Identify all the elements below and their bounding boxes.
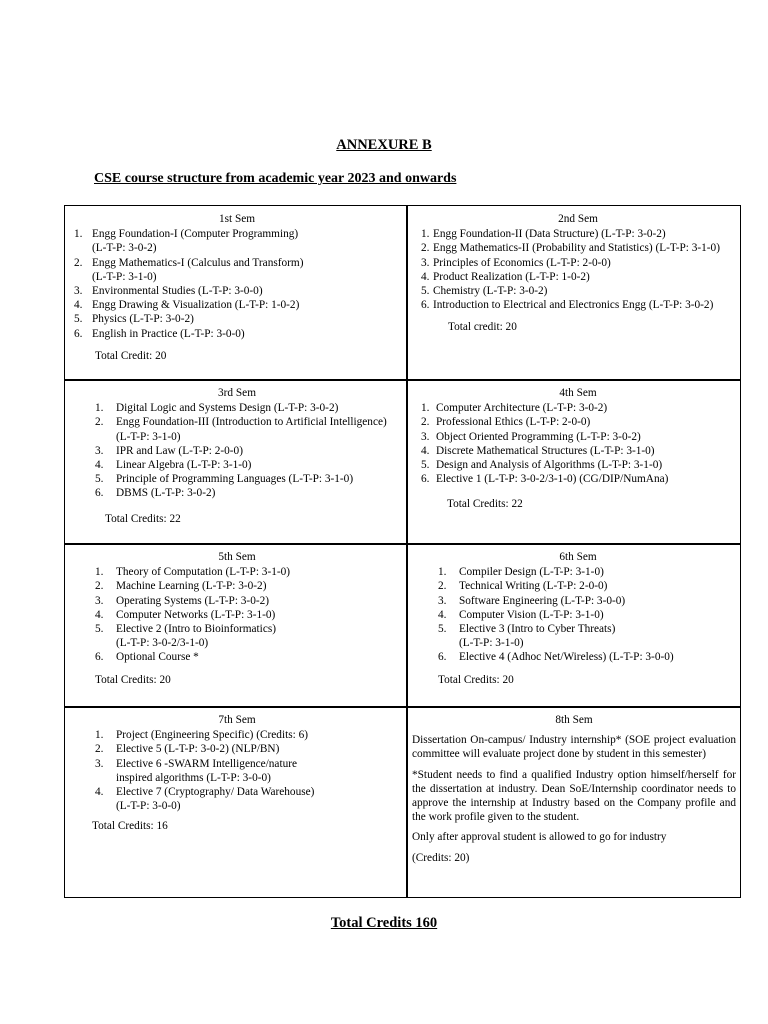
sem4-cell — [421, 386, 735, 512]
list-item: 1. Compiler Design (L-T-P: 3-1-0) — [438, 566, 604, 579]
sem8-approval-note: Only after approval student is allowed to go for industry — [412, 831, 667, 844]
list-item: 6. Optional Course * — [95, 651, 199, 664]
list-item: 5. Elective 3 (Intro to Cyber Threats) (L-T-P: 3-1-0) — [438, 623, 616, 650]
sem2-heading: 2nd Sem — [558, 213, 598, 225]
list-item: 2. Engg Foundation-III (Introduction to Artificial Intelligence) (L-T-P: 3-1-0) — [95, 416, 387, 443]
list-item: 2. Elective 5 (L-T-P: 3-0-2) (NLP/BN) — [95, 743, 280, 756]
sem8-cell — [412, 713, 736, 865]
grid-divider-row-3 — [64, 706, 741, 708]
sem8-heading: 8th Sem — [555, 714, 593, 726]
sem4-heading: 4th Sem — [559, 387, 597, 399]
sem7-cell — [92, 713, 400, 834]
list-item: 4. Linear Algebra (L-T-P: 3-1-0) — [95, 459, 252, 472]
annexure-title: ANNEXURE B — [336, 137, 432, 153]
sem2-total-credits: Total credit: 20 — [448, 321, 517, 334]
sem6-cell — [438, 550, 735, 687]
list-item: 6. Elective 4 (Adhoc Net/Wireless) (L-T-P: 3-0-0) — [438, 651, 674, 664]
list-item: 6. English in Practice (L-T-P: 3-0-0) — [74, 327, 245, 340]
sem4-course-list — [421, 401, 735, 486]
sem3-cell — [95, 386, 400, 526]
list-item: 4. Computer Vision (L-T-P: 3-1-0) — [438, 608, 604, 621]
sem5-total-credits: Total Credits: 20 — [95, 673, 171, 686]
sem1-course-list — [74, 227, 400, 341]
list-item: 6. DBMS (L-T-P: 3-0-2) — [95, 487, 216, 500]
list-item: 3. Environmental Studies (L-T-P: 3-0-0) — [74, 285, 263, 298]
sem5-cell — [95, 550, 400, 687]
sem1-total-credits: Total Credit: 20 — [95, 349, 167, 362]
list-item: 3. Elective 6 -SWARM Intelligence/nature inspired algorithms (L-T-P: 3-0-0) — [95, 757, 298, 784]
sem3-total-credits: Total Credits: 22 — [105, 512, 181, 525]
sem5-heading: 5th Sem — [218, 551, 256, 563]
list-item: 5. Chemistry (L-T-P: 3-0-2) — [421, 285, 548, 298]
list-item: 1. Engg Foundation-II (Data Structure) (L-T-P: 3-0-2) — [421, 228, 666, 241]
list-item: 3. IPR and Law (L-T-P: 2-0-0) — [95, 444, 243, 457]
sem4-total-credits: Total Credits: 22 — [447, 498, 523, 511]
sem2-cell — [421, 212, 735, 335]
list-item: 6. Introduction to Electrical and Electronics Engg (L-T-P: 3-0-2) — [421, 299, 714, 312]
list-item: 6. Elective 1 (L-T-P: 3-0-2/3-1-0) (CG/DIP/NumAna) — [421, 473, 669, 486]
sem1-cell — [74, 212, 400, 363]
list-item: 4. Elective 7 (Cryptography/ Data Warehouse) (L-T-P: 3-0-0) — [95, 786, 315, 813]
list-item: 3. Object Oriented Programming (L-T-P: 3-0-2) — [421, 430, 641, 443]
sem6-total-credits: Total Credits: 20 — [438, 673, 514, 686]
list-item: 3. Operating Systems (L-T-P: 3-0-2) — [95, 594, 270, 607]
list-item: 2. Technical Writing (L-T-P: 2-0-0) — [438, 580, 608, 593]
sem6-course-list — [438, 565, 735, 664]
list-item: 1. Engg Foundation-I (Computer Programming) (L-T-P: 3-0-2) — [74, 228, 299, 255]
course-structure-subtitle: CSE course structure from academic year 2023 and onwards — [94, 171, 457, 186]
sem2-course-list — [421, 227, 735, 312]
list-item: 2. Engg Mathematics-I (Calculus and Transform) (L-T-P: 3-1-0) — [74, 256, 304, 283]
grid-divider-row-1 — [64, 379, 741, 381]
list-item: 5. Principle of Programming Languages (L-T-P: 3-1-0) — [95, 473, 354, 486]
list-item: 1. Computer Architecture (L-T-P: 3-0-2) — [421, 402, 608, 415]
total-credits: Total Credits 160 — [330, 915, 438, 931]
list-item: 4. Discrete Mathematical Structures (L-T-P: 3-1-0) — [421, 444, 655, 457]
list-item: 1. Project (Engineering Specific) (Credits: 6) — [95, 729, 308, 742]
sem8-dissertation-text: Dissertation On-campus/ Industry internship* (SOE project evaluation committee will evaluate project done by student in this semester) — [412, 734, 736, 761]
sem8-internship-note: *Student needs to find a qualified Industry option himself/herself for the dissertation at industry. Dean SoE/Internship coordinator needs to approve the internship at Industry based on the Company profile and the work profile given to the student. — [412, 768, 736, 824]
sem6-heading: 6th Sem — [559, 551, 597, 563]
list-item: 2. Professional Ethics (L-T-P: 2-0-0) — [421, 416, 591, 429]
list-item: 4. Product Realization (L-T-P: 1-0-2) — [421, 270, 590, 283]
sem7-heading: 7th Sem — [218, 714, 256, 726]
list-item: 1. Digital Logic and Systems Design (L-T-P: 3-0-2) — [95, 402, 339, 415]
sem7-total-credits: Total Credits: 16 — [92, 820, 168, 833]
list-item: 2. Engg Mathematics-II (Probability and Statistics) (L-T-P: 3-1-0) — [421, 242, 720, 255]
grid-divider-row-2 — [64, 543, 741, 545]
list-item: 3. Software Engineering (L-T-P: 3-0-0) — [438, 594, 626, 607]
list-item: 3. Principles of Economics (L-T-P: 2-0-0) — [421, 256, 611, 269]
sem3-heading: 3rd Sem — [218, 387, 256, 399]
list-item: 5. Physics (L-T-P: 3-0-2) — [74, 313, 194, 326]
list-item: 2. Machine Learning (L-T-P: 3-0-2) — [95, 580, 267, 593]
sem3-course-list — [95, 401, 400, 500]
grid-divider-vertical — [406, 205, 408, 898]
list-item: 5. Elective 2 (Intro to Bioinformatics) (L-T-P: 3-0-2/3-1-0) — [95, 623, 276, 650]
sem8-credits: (Credits: 20) — [412, 851, 470, 864]
list-item: 1. Theory of Computation (L-T-P: 3-1-0) — [95, 566, 291, 579]
list-item: 5. Design and Analysis of Algorithms (L-T-P: 3-1-0) — [421, 459, 663, 472]
sem5-course-list — [95, 565, 400, 664]
list-item: 4. Engg Drawing & Visualization (L-T-P: 1-0-2) — [74, 299, 300, 312]
sem1-heading: 1st Sem — [218, 213, 256, 225]
sem7-course-list — [95, 728, 400, 813]
list-item: 4. Computer Networks (L-T-P: 3-1-0) — [95, 608, 276, 621]
